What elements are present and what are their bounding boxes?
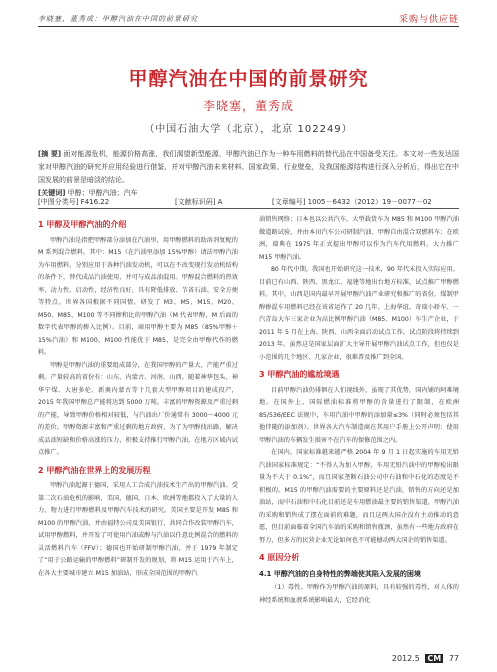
header-rule [38,26,459,27]
paragraph: 甲醇是甲醇汽油的重要组成部分，在我国甲醇的产量大，产能严重过剩。产量较高的省份有：山东、内蒙古、河南、山西。随着神华包头、神华宁煤、大唐多伦、新奥内蒙古等十几套大型甲醇项目的建成投产，2015 年我国甲醇总产能将达到 5000 万吨。丰富的甲醇资源及严重过剩的产能，导致甲醇价格相对较低，与汽油出厂价通常有 3000～4000 元的差价。甲醇资源丰富和严重过剩的地方政府，为了为甲醇找出路，解决成品油短缺和价格高涨的压力，积极支持推行甲醇汽油，在地方区域内试点推广。 [38,361,238,456]
section-1-heading: 1 甲醇及甲醇汽油的介绍 [38,220,127,229]
article-authors: 李晓塞，董秀成 [202,99,294,113]
running-header [0,0,497,30]
section-2-heading: 2 甲醇汽油在世界上的发展历程 [38,465,151,475]
paragraph: 油销售网络；日本也以公共汽车，大型载货车为 M85 和 M100 甲醇汽油做道路试验，并由本田汽车公司研制汽油、甲醇自由混合双燃料车；在欧洲，瑞典在 1975 年正式提出甲醇可以作为汽车代用燃料，大力推广 M15 甲醇汽油。 [259,216,459,261]
journal-logo: CM [427,654,442,663]
section-4-heading: 4 原因分析 [259,553,300,562]
author-affiliation: （中国石油大学（北京），北京 102249） [144,124,353,135]
meta-rule [38,208,459,209]
subsection-4-1-heading: 4.1 甲醇汽油的自身特性的弊端使其陷入发展的困境 [259,569,421,578]
article-number: [文章编号] 1005－6432（2012）19－0077－02 [272,198,432,206]
paragraph: 80 年代中期，我国也开始研究这一技术，90 年代末投入实际应用。目前已有山西、陕西、黑龙江、福建等地出台地方标准，试点推广甲醇燃料。其中，山西是国内最早开展甲醇汽油产业研究和推广的省份，煤制甲醇掺混车用燃料已经在该省运作了 20 几年。上海华谊、奇瑞小轿车、一汽青岛大车三家企业为高比例甲醇汽油（M85、M100）车生产企业，于 2011 年 5 月在上海、陕西、山西全面启动试点工作，试点阶段将持续到 2013 年。虽然这是国家层面扩大主导开展甲醇汽油试点工作，但也仅是小范围的几个地区、几家企业，很难普及推广到全国。 [259,266,459,361]
issue-date: 2012.5 [391,654,420,663]
abstract [38,148,459,187]
paragraph: 甲醇汽油起源于德国，采用人工合成汽油技术生产出的甲醇汽油。受第二次石油危机的影响，美国、德国，日本、欧洲等地都投入了大量的人力、物力进行甲醇燃料及甲醇汽车技术的研究。美国主要是开发 M85 和 M100 的甲醇汽油，并由福特公司及美国银行，共同合作改装甲醇汽车，试用甲醇燃料，并开发了可使用汽油或醇与汽油以任意比例混合的燃料的灵活燃料汽车（FFV）；德国也开始研制甲醇汽油，并于 1979 年制定了“用于公路运输的甲醇燃料”研制开发的规划，将 M15 运用于汽车上，在各大主要城市建立 M15 加油站，形成全国范围的甲醇汽 [38,482,238,577]
paragraph: 甲醇汽油是指把甲醇部分添加在汽油里，用甲醇燃料的助溶剂复配的 M 系列混合燃料。其中：M15（在汽油里添加 15%甲醇）请法甲醇汽油为车用燃料，分别应用于各种汽油发动机，可以在不改变现行发动机结构的条件下，替代成品汽油使用，并可与成品油混用。甲醇混合燃料的热效率、动力性、启动性、经济性良好，具有降低排放、节省石油、安全方便等特点。世界各国根据不同国情，研发了 M3、M5、M15、M20、M50、M85、M100 等不同掺和比的甲醇汽油（M 代表甲醇，M 后面的数字代表甲醇的掺入比例）。目前，商用甲醇主要为 M85（85%甲醇＋15%汽油）和 M100，M100 性能优于 M85，是完全由甲醇代作的燃料。 [38,236,238,356]
document-code: [文献标识码] A [175,198,223,206]
journal-section-label: 采购与供应链 [398,15,459,25]
keywords-text: 甲醇；甲醇汽油；汽车 [67,189,138,197]
abstract-label: [摘 要] [38,150,62,158]
keywords-label: [关键词] [38,189,66,197]
running-header-left: 李晓塞，董秀成：甲醇汽油在中国的前景研究 [38,15,198,23]
paragraph: 目前甲醇汽油仍徘徊在人们视线外，虽现了其优势，国内铺的阿难境地。在国外上，国际燃油标准将甲醇的含量进行了限制，在欧洲 85/536/EEC 法规中，车用汽油中甲醇的添加量≤3%（同时必须包括其他伴随的添加剂）。世界各大汽车制造商在其用户手册上公开声明：使用甲醇汽油的车辆发生损害不在汽车的保修范围之内。 [259,386,459,444]
clc-number: [中图分类号] F416.22 [38,198,110,206]
paragraph: 在国内，国家标准越来越严格 2004 年 9 月 1 日起实施的车用无铅汽油国家标准规定：“不得人为加入甲醇，车用无铅汽油中的甲醇检出限量为不大于 0.1%”，而且国家垄断石油公司中石油和中石化的态度是不积极的。M15 的甲醇汽油需要的主要原料还是汽油，销售的方向还是加油站，而中石油和中石化目前还是车用燃油最主要的销售渠道，甲醇汽油的采购和销售成了摆在面前的难题，而且这两大国企没有主动推动的意愿，但目前面临着全国汽车油的采购和销售瓶颈，虽然有一些地方政府在努力，但多方的民营企业无论如何也不可能撼动两大国企的销售渠道。 [259,449,459,544]
right-column [259,214,459,607]
page-footer [392,654,459,663]
paragraph: （1）毒性。甲醇作为甲醇汽油的原料，具有较强的毒性，对人体的神经系统和血液系统影响最大，它经消化 [259,584,459,604]
abstract-text: 面对能源危机，能源价格高涨，我们渴望新型能源，甲醇汽油已作为一种车用燃料的替代品在中国备受关注。本文对一些发达国家对甲醇汽油的研究并应用经验进行借鉴，并对甲醇汽油未来材料、国家政策、行业壁垒，及我国能源结构进行深入分析后，得出它在中国发展的前景是暗淡的结论。 [38,150,459,184]
left-column [38,214,238,580]
article-title: 甲醇汽油在中国的前景研究 [128,68,369,90]
abstract-block [38,148,459,200]
section-3-heading: 3 甲醇汽油的尴尬境遇 [259,370,340,379]
page-number: 77 [448,654,459,663]
